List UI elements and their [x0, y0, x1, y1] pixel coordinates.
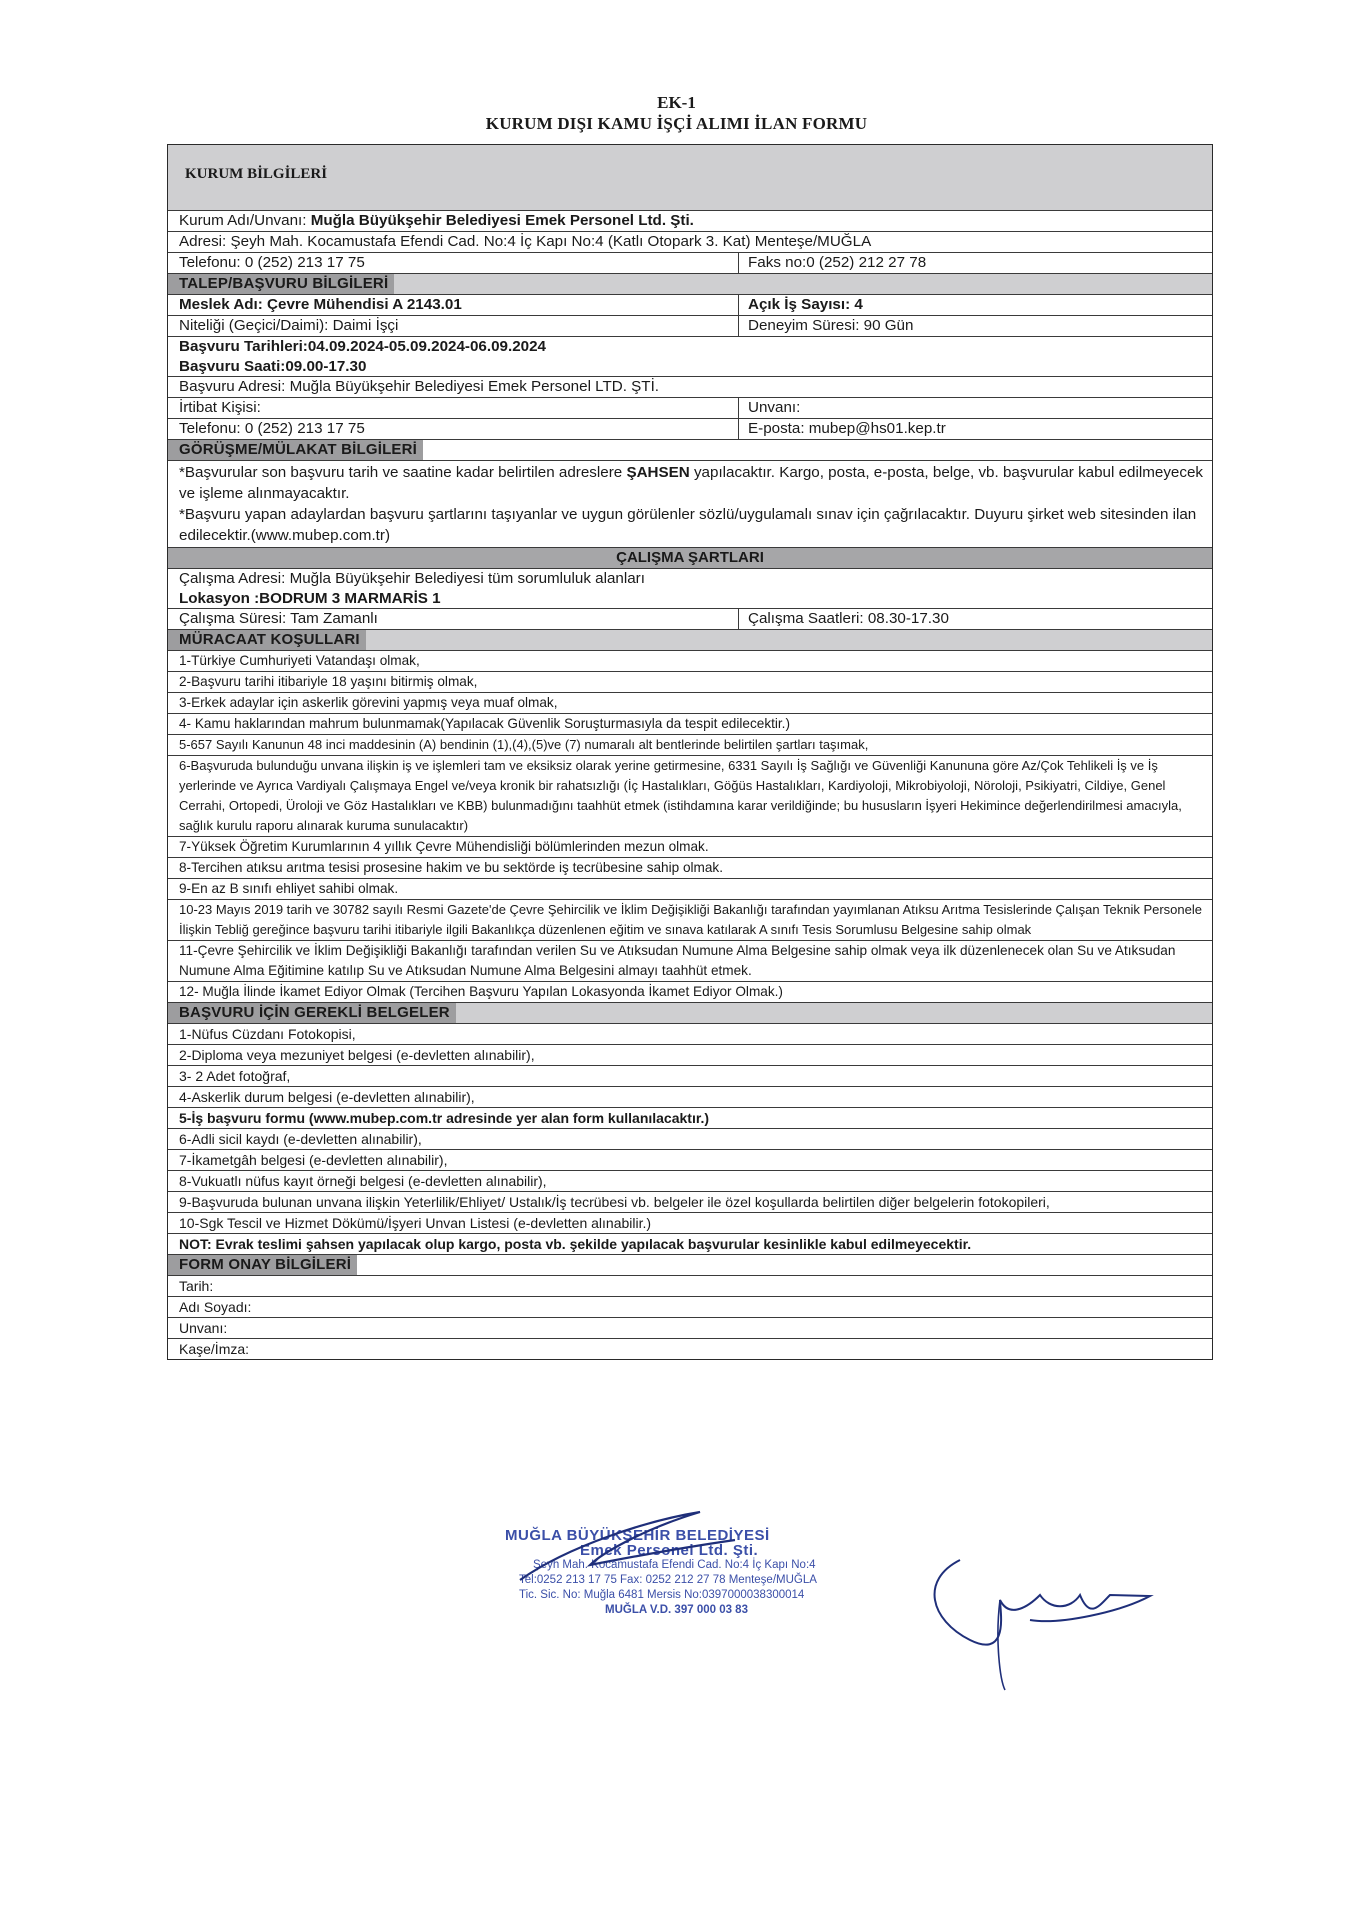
- form-title: KURUM DIŞI KAMU İŞÇİ ALIMI İLAN FORMU: [485, 114, 868, 133]
- section-work-conditions-title: ÇALIŞMA ŞARTLARI: [616, 549, 764, 566]
- experience: Deneyim Süresi: 90 Gün: [748, 317, 914, 334]
- document-item: 4-Askerlik durum belgesi (e-devletten alınabilir),: [168, 1086, 1212, 1107]
- condition-item: 3-Erkek adaylar için askerlik görevini yapmış veya muaf olmak,: [168, 692, 1212, 713]
- stamp-line-2: Emek Personel Ltd. Şti.: [580, 1542, 759, 1559]
- application-hours: Başvuru Saati:09.00-17.30: [179, 357, 367, 375]
- section-interview-title: GÖRÜŞME/MÜLAKAT BİLGİLERİ: [168, 440, 423, 460]
- application-address: Başvuru Adresi: Muğla Büyükşehir Belediyesi Emek Personel LTD. ŞTİ.: [179, 378, 660, 395]
- contact-person: İrtibat Kişisi:: [168, 398, 739, 418]
- institution-name-label: Kurum Adı/Unvanı:: [179, 212, 311, 229]
- interview-paragraph-1: *Başvurular son başvuru tarih ve saatine kadar belirtilen adreslere ŞAHSEN yapılacaktır. Kargo, posta, e-posta, belge, vb. başvurular kabul edilmeyecek ve işleme alınmayacaktır.: [179, 464, 1204, 502]
- condition-item: 8-Tercihen atıksu arıtma tesisi prosesine hakim ve bu sektörde iş tecrübesine sahip olmak.: [168, 857, 1212, 878]
- section-institution-title: KURUM BİLGİLERİ: [185, 166, 328, 182]
- contact-phone: Telefonu: 0 (252) 213 17 75: [168, 419, 739, 439]
- condition-item: 9-En az B sınıfı ehliyet sahibi olmak.: [168, 878, 1212, 899]
- document-item: 2-Diploma veya mezuniyet belgesi (e-devletten alınabilir),: [168, 1044, 1212, 1065]
- work-address: Çalışma Adresi: Muğla Büyükşehir Belediyesi tüm sorumluluk alanları: [179, 570, 645, 587]
- institution-phone: Telefonu: 0 (252) 213 17 75: [168, 253, 739, 273]
- open-positions: Açık İş Sayısı: 4: [748, 296, 863, 313]
- institution-fax: Faks no:0 (252) 212 27 78: [748, 254, 927, 271]
- document-item: 8-Vukuatlı nüfus kayıt örneği belgesi (e-devletten alınabilir),: [168, 1170, 1212, 1191]
- document-item: 7-İkametgâh belgesi (e-devletten alınabilir),: [168, 1149, 1212, 1170]
- stamp-line-1: MUĞLA BÜYÜKŞEHİR BELEDİYESİ: [505, 1527, 770, 1544]
- condition-item: 12- Muğla İlinde İkamet Ediyor Olmak (Tercihen Başvuru Yapılan Lokasyonda İkamet Ediyor Olmak.): [168, 981, 1212, 1002]
- application-dates: Başvuru Tarihleri:04.09.2024-05.09.2024-06.09.2024: [179, 338, 546, 355]
- document-item: 3- 2 Adet fotoğraf,: [168, 1065, 1212, 1086]
- condition-item: 11-Çevre Şehircilik ve İklim Değişikliği Bakanlığı tarafından verilen Su ve Atıksudan Numune Alma Belgesine sahip olmak veya ilk düzenlenecek olan Su ve Atıksudan Numune Alma Eğitimine katılıp Su ve Atıksudan Numune Alma Belgesini almayı taahhüt etmek.: [168, 940, 1212, 981]
- document-item: 9-Başvuruda bulunan unvana ilişkin Yeterlilik/Ehliyet/ Ustalık/İş tecrübesi vb. belgeler ile özel koşullarda belirtilen diğer belgelerin fotokopileri,: [168, 1191, 1212, 1212]
- condition-item: 4- Kamu haklarından mahrum bulunmamak(Yapılacak Güvenlik Soruşturmasıyla da tespit edilecektir.): [168, 713, 1212, 734]
- section-documents-title: BAŞVURU İÇİN GEREKLİ BELGELER: [168, 1003, 456, 1023]
- condition-item: 7-Yüksek Öğretim Kurumlarının 4 yıllık Çevre Mühendisliği bölümlerinden mezun olmak.: [168, 836, 1212, 857]
- signature-right: [935, 1560, 1150, 1645]
- institution-name: Muğla Büyükşehir Belediyesi Emek Personel Ltd. Şti.: [310, 212, 694, 229]
- condition-item: 2-Başvuru tarihi itibariyle 18 yaşını bitirmiş olmak,: [168, 671, 1212, 692]
- document-item: 6-Adli sicil kaydı (e-devletten alınabilir),: [168, 1128, 1212, 1149]
- profession: Meslek Adı: Çevre Mühendisi A 2143.01: [168, 295, 739, 315]
- condition-item: 10-23 Mayıs 2019 tarih ve 30782 sayılı Resmi Gazete'de Çevre Şehircilik ve İklim Değişikliği Bakanlığı tarafından yayımlanan Atıksu Arıtma Tesislerinde Çalışan Teknik Personele İlişkin Tebliğ gereğince başvuru tarihi itibariyle ilgili Bakanlıkça düzenlenen eğitim ve sınava katılarak A sınıfı Tesis Sorumlusu Belgesine sahip olmak: [168, 899, 1212, 940]
- contact-title: Unvanı:: [748, 399, 801, 416]
- stamp-line-3: Şeyh Mah. Kocamustafa Efendi Cad. No:4 İç Kapı No:4: [533, 1559, 816, 1571]
- section-approval-title: FORM ONAY BİLGİLERİ: [168, 1255, 357, 1275]
- stamp-line-6: MUĞLA V.D. 397 000 03 83: [605, 1604, 748, 1616]
- in-person-emphasis: ŞAHSEN: [626, 464, 690, 481]
- approval-date: Tarih:: [168, 1275, 1212, 1296]
- work-duration: Çalışma Süresi: Tam Zamanlı: [168, 609, 739, 629]
- interview-paragraph-2: *Başvuru yapan adaylardan başvuru şartlarını taşıyanlar ve uygun görülenler sözlü/uygulamalı sınav için çağrılacaktır. Duyuru şirket web sitesinden ilan edilecektir.(www.mubep.com.tr): [179, 506, 1197, 544]
- document-item: 5-İş başvuru formu (www.mubep.com.tr adresinde yer alan form kullanılacaktır.): [168, 1107, 1212, 1128]
- work-location: Lokasyon :BODRUM 3 MARMARİS 1: [179, 589, 441, 607]
- document-item: 1-Nüfus Cüzdanı Fotokopisi,: [168, 1023, 1212, 1044]
- institution-address: Adresi: Şeyh Mah. Kocamustafa Efendi Cad. No:4 İç Kapı No:4 (Katlı Otopark 3. Kat) Menteşe/MUĞLA: [179, 233, 872, 250]
- condition-item: 1-Türkiye Cumhuriyeti Vatandaşı olmak,: [168, 650, 1212, 671]
- stamp-line-4: Tel:0252 213 17 75 Fax: 0252 212 27 78 Menteşe/MUĞLA: [519, 1574, 817, 1586]
- condition-item: 5-657 Sayılı Kanunun 48 inci maddesinin (A) bendinin (1),(4),(5)ve (7) numaralı alt bentlerinde belirtilen şartları taşımak,: [168, 734, 1212, 755]
- approval-name: Adı Soyadı:: [168, 1296, 1212, 1317]
- job-nature: Niteliği (Geçici/Daimi): Daimi İşçi: [168, 316, 739, 336]
- documents-note: NOT: Evrak teslimi şahsen yapılacak olup kargo, posta vb. şekilde yapılacak başvurular kesinlikle kabul edilmeyecektir.: [168, 1233, 1212, 1254]
- work-hours: Çalışma Saatleri: 08.30-17.30: [748, 610, 949, 627]
- stamp-line-5: Tic. Sic. No: Muğla 6481 Mersis No:0397000038300014: [519, 1589, 805, 1601]
- condition-item: 6-Başvuruda bulunduğu unvana ilişkin iş ve işlemleri tam ve eksiksiz olarak yerine getirmesine, 6331 Sayılı İş Sağlığı ve Güvenliği Kanununa göre Az/Çok Tehlikeli İş ve İş yerlerinde ve Ayrıca Vardiyalı Çalışmaya Engel ve/veya kronik bir rahatsızlığı (İç Hastalıkları, Göğüs Hastalıkları, Kardiyoloji, Mikrobiyoloji, Nöroloji, Psikiyatri, Cildiye, Genel Cerrahi, Ortopedi, Üroloji ve Göz Hastalıkları ve KBB) bulunmadığını taahhüt etmek (istihdamına karar verildiğinde; bu hususların İşyeri Hekimince değerlendirilmesi amacıyla, sağlık kurulu raporu alınarak kuruma sunulacaktır): [168, 755, 1212, 836]
- contact-email: E-posta: mubep@hs01.kep.tr: [748, 420, 946, 437]
- signature-left: [520, 1512, 735, 1580]
- document-item: 10-Sgk Tescil ve Hizmet Dökümü/İşyeri Unvan Listesi (e-devletten alınabilir.): [168, 1212, 1212, 1233]
- approval-title: Unvanı:: [168, 1317, 1212, 1338]
- section-conditions-title: MÜRACAAT KOŞULLARI: [168, 630, 366, 650]
- approval-stamp-signature: Kaşe/İmza:: [168, 1338, 1212, 1359]
- section-application-title: TALEP/BAŞVURU BİLGİLERİ: [168, 274, 394, 294]
- annex-label: EK-1: [657, 93, 696, 112]
